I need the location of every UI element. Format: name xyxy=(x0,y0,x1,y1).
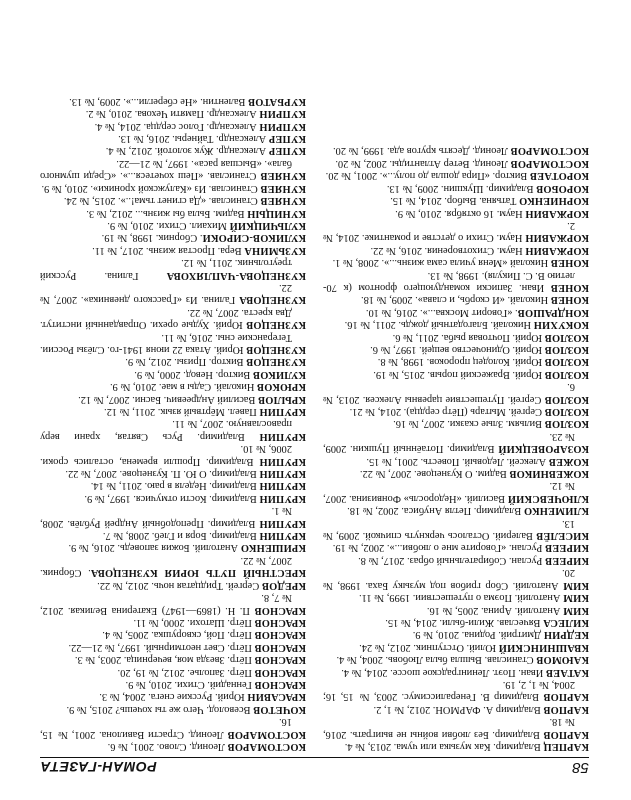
entry-text: Владимир. Неделя в раю. 2011, № 14. xyxy=(90,480,260,492)
entry-text: Вадим. Была бы жизнь... 2012, № 3. xyxy=(86,207,248,219)
entry-text: Анатолий. Сбор грибов под музыку Баха. 1998, № 20. xyxy=(323,567,575,591)
bibliography-entry xyxy=(40,157,306,182)
bibliography-entry xyxy=(323,157,589,169)
entry-text: Владимир. Шукшин. 2009, № 13. xyxy=(386,182,537,194)
bibliography-entry xyxy=(323,169,589,181)
entry-text: Виктор. «Пира дошла до полу...». 2001, № 20. xyxy=(325,170,530,182)
entry-text: Анатолий. Арина. 2005, № 16. xyxy=(426,604,563,616)
entry-text: Леонид. Десять кругов ада. 1999, № 20. xyxy=(332,145,511,157)
bibliography-entry xyxy=(40,479,306,491)
bibliography-entry xyxy=(323,566,589,591)
entry-author: КОЗЛОВ xyxy=(544,393,589,405)
entry-author: КИСЕЛЁВ xyxy=(536,530,589,542)
entry-author: КАРПОВ xyxy=(543,703,589,715)
entry-author: КУРБАТОВ xyxy=(247,95,306,107)
bibliography-entry xyxy=(40,491,306,503)
bibliography-entry xyxy=(323,678,589,703)
entry-text: Юрий. Колодец пророков. 1998, № 8. xyxy=(377,356,545,368)
entry-text: Владимир. Русь Святая, храни веру православную. 2007, № 11. xyxy=(40,418,292,442)
entry-text: Леонид. Страсти Вавилона. 2001, № 15, 16. xyxy=(40,716,292,740)
bibliography-entry xyxy=(323,603,589,615)
entry-author: КОЗЛОВ xyxy=(544,344,589,355)
entry-author: КУПРИН xyxy=(259,108,306,120)
entry-author: КОСТОМАРОВ xyxy=(510,157,589,169)
entry-author: КУЗНЕЦОВ xyxy=(246,356,306,368)
bibliography-entry xyxy=(40,206,306,218)
right-column xyxy=(40,94,306,752)
entry-author: КРЮКОВ xyxy=(256,381,306,393)
entry-text: Анатолий. Поэма о путешествии. 1999, № 11. xyxy=(359,592,563,604)
bibliography-entry xyxy=(323,653,589,665)
bibliography-entry xyxy=(40,94,306,106)
bibliography-entry xyxy=(323,591,589,603)
entry-text: Владимир. Боря и Глеб. 2008, № 7. xyxy=(102,530,260,542)
entry-text: Наум. Стихи о детстве и романтике. 2014, № 2. xyxy=(323,219,575,244)
entry-text: . Сборник. 2007, № 22. xyxy=(39,554,292,579)
bibliography-entry xyxy=(40,219,306,231)
entry-author: КРЕДОВ xyxy=(261,579,306,591)
entry-author: КИМ xyxy=(562,604,589,616)
entry-author: КУЗНЕЦОВА-ЧАПЛЯХОВА xyxy=(166,269,306,281)
entry-text: Владимир. О Ю. П. Кузнецове. 2007, № 22. xyxy=(65,468,260,480)
entry-text: Юрий. Вражеский порыв. 2015, № 19. xyxy=(373,368,545,380)
bibliography-entry xyxy=(40,405,306,417)
bibliography-entry xyxy=(40,256,306,281)
entry-author: КРАСНОВ xyxy=(254,678,306,690)
entry-author: КВАШНИНСКИЙ xyxy=(498,641,589,653)
entry-text: Вячеслав. Жили-были. 2014, № 15. xyxy=(385,616,544,628)
entry-author: КАЮМОВ xyxy=(536,654,589,666)
entry-text: Александр. Жук золотой. 2012, № 4. xyxy=(105,145,269,157)
entry-text: . «Говорит Москва...». 2016, № 10. xyxy=(365,306,518,318)
bibliography-entry xyxy=(40,740,306,752)
bibliography-entry xyxy=(40,442,306,467)
bibliography-entry xyxy=(323,318,589,330)
entry-author: КРАСНОВ xyxy=(254,666,306,678)
bibliography-entry xyxy=(40,194,306,206)
entry-text: Владимир. Кости отмучися. 1997, № 9. xyxy=(84,492,260,504)
bibliography-entry xyxy=(323,665,589,677)
entry-text: Иван. Поэт. Ленинградское шоссе. 2014, № 4. xyxy=(341,666,546,678)
entry-author: КАТАЕВ xyxy=(545,666,589,678)
bibliography-entry xyxy=(40,529,306,541)
entry-text: Анатолий. Божия заповедь. 2016, № 9. xyxy=(68,542,241,554)
bibliography-entry xyxy=(40,467,306,479)
entry-text: Владимир. Прошли времена, остались сроки. 2006, № 10. xyxy=(40,443,292,467)
entry-author: КОНЕВ xyxy=(550,281,589,293)
entry-text: Иван. Записки командующего фронтом (к 70-летию В. С. Пикуля). 1998, № 13. xyxy=(323,269,575,293)
entry-text: Руслан. Собирательный образ. 2017, № 8. xyxy=(358,554,546,566)
entry-text: Юрий. Русские снега. 2004, № 3. xyxy=(99,691,248,703)
bibliography-entry xyxy=(323,243,589,255)
entry-author: КРАСАВИН xyxy=(247,691,306,703)
bibliography-entry xyxy=(323,305,589,317)
entry-author: КОЗЛОВ xyxy=(544,356,589,368)
bibliography-entry xyxy=(323,330,589,342)
entry-text: Сергей. Путешествие царевны Алексея. 2013, № 6. xyxy=(323,381,575,405)
entry-author: КОСТОМАРОВ xyxy=(227,741,306,752)
bibliography-entry xyxy=(323,181,589,193)
bibliography-entry xyxy=(40,665,306,677)
entry-text: Станислав. «Пеш хочетеся...». «Среди шумного бала». «Высшая раса». 1997, № 21—22. xyxy=(40,157,292,182)
entry-text: . Сборник. 1998, № 19. xyxy=(101,232,203,244)
entry-author: КУЗНЕЦОВ xyxy=(246,344,306,355)
bibliography-entry xyxy=(40,504,306,529)
entry-text: Владимир. Как музыка или чума. 2013, № 4. xyxy=(344,741,544,752)
entry-author: КОЧЕТОВ xyxy=(253,703,306,715)
entry-author: КУЛЬЧИЦКИЙ xyxy=(229,219,306,231)
entry-author: КРАСНОВ xyxy=(254,629,306,641)
bibliography-entry xyxy=(323,355,589,367)
bibliography-entry xyxy=(323,256,589,268)
bibliography-entry xyxy=(323,628,589,640)
bibliography-entry xyxy=(40,417,306,442)
entry-author: КРИШЕНКО xyxy=(240,542,306,554)
bibliography-entry xyxy=(323,144,589,156)
bibliography-entry xyxy=(323,467,589,479)
entry-text: Юрий. Одиночество вещей. 1997, № 6. xyxy=(370,344,545,355)
bibliography-entry xyxy=(323,417,589,429)
bibliography-entry xyxy=(323,367,589,379)
entry-author: КОНЕВ xyxy=(550,257,589,269)
bibliography-entry xyxy=(323,268,589,293)
entry-text: Юрий. Худые орехи. Оправданный институт. Два креста. 2007, № 22. xyxy=(40,306,292,331)
entry-text: Наум. 16 октября. 2010, № 9. xyxy=(395,207,526,219)
bibliography-entry xyxy=(40,702,306,714)
entry-author: КРУПИН xyxy=(259,530,306,542)
bibliography-entry xyxy=(40,715,306,740)
left-column xyxy=(323,144,589,752)
entry-text: Руслан. «Говорите мне о любви...». 2002, № 19. xyxy=(332,542,546,554)
entry-text: Галина. Из «Грасского дневника». 2007, № 22. xyxy=(40,281,292,306)
entry-text: Алексей. Ледовый. Повесть. 2001, № 15. xyxy=(366,455,549,467)
bibliography-entry xyxy=(323,715,589,740)
bibliography-entry xyxy=(323,541,589,553)
bibliography-entry xyxy=(40,231,306,243)
entry-author: КОНДРАШОВ xyxy=(517,306,589,318)
entry-text: П. Н. (1869—1947) Екатерина Великая. 2012, № 7, 8. xyxy=(40,592,292,616)
bibliography-entry xyxy=(40,392,306,404)
entry-author: КРУПИН xyxy=(259,430,306,442)
entry-author: КИЛЕСА xyxy=(543,616,589,628)
page-number: 58 xyxy=(572,759,589,776)
entry-author: КИРЕЕВ xyxy=(545,554,589,566)
entry-text: Василий Андреевич. Басни. 2007, № 12. xyxy=(78,393,258,405)
entry-text: Пётр. Шатохи. 2000, № 11. xyxy=(133,616,255,628)
bibliography-entry xyxy=(40,541,306,553)
bibliography-entry xyxy=(323,702,589,714)
entry-author: КОНЕВ xyxy=(550,294,589,306)
bibliography-entry xyxy=(323,429,589,454)
bibliography-entry xyxy=(40,640,306,652)
entry-text: Татьяна. Выбор. 2014, № 15. xyxy=(390,195,519,207)
entry-author: КРЫЛОВ xyxy=(257,393,306,405)
bibliography-entry xyxy=(323,516,589,541)
entry-author: КОЗЛОВ xyxy=(544,406,589,418)
entry-author: КОЖЕВНИКОВ xyxy=(509,468,589,480)
entry-text: Вера. Простая жизнь. 2017, № 11. xyxy=(92,244,245,256)
bibliography-entry xyxy=(40,628,306,640)
entry-text: Владимир. Преподобный Андрей Рублёв. 2008, № 1. xyxy=(40,505,292,529)
entry-author: КРУПИН xyxy=(259,455,306,467)
entry-text: Сергей. Тридцатая ночь. 2012, № 22. xyxy=(97,579,262,591)
bibliography-entry xyxy=(323,380,589,405)
entry-text: Пётр. Заполье. 2012, № 19, 20. xyxy=(117,666,255,678)
entry-text: Пётр. Свет неотмирный. 1997, № 21—22. xyxy=(68,641,255,653)
entry-text: Галина. Русский треугольник. 2011, № 12. xyxy=(40,257,292,281)
entry-author: КЛИМЕНКО xyxy=(523,505,589,517)
entry-text: Александр. Голос сердца. 2014, № 4. xyxy=(94,120,260,132)
entry-author: КРАСНОВ xyxy=(254,604,306,616)
bibliography-entry xyxy=(323,194,589,206)
entry-text: Леонид. Слово. 2001, № 6. xyxy=(107,741,228,752)
entry-author: КРУПИН xyxy=(259,517,306,529)
entry-author: КРУПИН xyxy=(259,492,306,504)
entry-text: Василий. «Недоросль» Фонвизина. 2007, № 12. xyxy=(323,480,575,504)
entry-author: КРАСНОВ xyxy=(254,654,306,666)
entry-author: КЛЮЧЕВСКИЙ xyxy=(507,492,589,504)
entry-text: Геннадий. Стихи. 2010, № 9. xyxy=(125,678,255,690)
entry-author: КАРПЕЦ xyxy=(543,741,589,752)
bibliography-entry xyxy=(40,653,306,665)
entry-author: КУПРИН xyxy=(259,120,306,132)
bibliography-entry xyxy=(40,281,306,306)
entry-text: Николай. Благодатный дождь. 2011, № 16. xyxy=(344,319,534,331)
entry-author: КРУПИН xyxy=(259,406,306,418)
entry-author: КОКУХИН xyxy=(533,319,589,331)
bibliography-entry xyxy=(40,690,306,702)
entry-text: Владимир А. ФАРМОН. 2012, № 1, 2. xyxy=(373,703,544,715)
entry-author: КРЕСТНЫЙ ПУТЬ ЮРИЯ КУЗНЕЦОВА xyxy=(90,567,306,579)
entry-author: КУЗНЕЦОВ xyxy=(246,319,306,331)
entry-text: Дмитрий. Родина. 2010, № 9. xyxy=(412,629,544,641)
bibliography-entry xyxy=(40,678,306,690)
entry-text: Виктор. Призы. 2012, № 9. xyxy=(125,356,247,368)
entry-author: КОСТОМАРОВ xyxy=(227,728,306,740)
bibliography-entry xyxy=(323,740,589,752)
entry-text: Николай. «И скорбь, и слава». 2009, № 18. xyxy=(361,294,551,306)
entry-author: КЕДРИН xyxy=(543,629,589,641)
entry-author: КРАСНОВ xyxy=(254,641,306,653)
bibliography-entry xyxy=(40,554,306,579)
entry-author: КУПЕР xyxy=(268,133,306,145)
entry-text: Виктор. Невод. 2000, № 9. xyxy=(134,368,253,380)
bibliography-entry xyxy=(40,330,306,355)
entry-author: КУНЯЕВ xyxy=(260,195,306,207)
entry-text: Сергей. Мытарь (Пётр сердца). 2014, № 21. xyxy=(349,406,545,418)
bibliography-entry xyxy=(40,591,306,616)
entry-author: КУЗЬМИНА xyxy=(244,244,306,256)
bibliography-entry xyxy=(323,554,589,566)
entry-author: КАРПОВ xyxy=(543,691,589,703)
entry-text: Николай. Сады в мае. 2010, № 9. xyxy=(110,381,257,393)
entry-text: Павел. Мёртвый язык. 2011, № 12. xyxy=(104,406,260,418)
entry-author: КИМ xyxy=(562,579,589,591)
entry-author: КОСТОМАРОВ xyxy=(510,145,589,157)
entry-author: КОРЖАВИН xyxy=(525,232,589,244)
entry-text: Владимир. Потаённый Пушкин. 2009, № 23. xyxy=(323,430,575,455)
entry-author: КУНИЦЫН xyxy=(247,207,306,219)
entry-text: Станислав. Из «Калужской хроники». 2010, № 9. xyxy=(41,182,261,194)
entry-author: КОЗЛОВ xyxy=(544,418,589,430)
bibliography-entry xyxy=(40,367,306,379)
bibliography-entry xyxy=(323,293,589,305)
bibliography-entry xyxy=(323,343,589,355)
entry-author: КРУПИН xyxy=(259,480,306,492)
bibliography-entry xyxy=(40,305,306,330)
entry-text: Владимир. Петля Анубиса. 2002, № 18. xyxy=(347,505,524,517)
entry-text: Михаил. Стихи. 2010, № 9. xyxy=(107,219,230,231)
entry-author: КОЗЛОВ xyxy=(544,331,589,343)
bibliography-entry xyxy=(323,405,589,417)
entry-author: КОРЖАВИН xyxy=(525,244,589,256)
entry-author: КУЛИКОВ xyxy=(252,368,306,380)
entry-text: Наум. Стихотворения. 2016, № 22. xyxy=(370,244,526,256)
entry-author: КРАСНОВ xyxy=(254,616,306,628)
entry-text: Владимир. Без любви войны не выиграть. 2016, № 18. xyxy=(323,716,575,740)
entry-text: Пётр. Пой, скворушка. 2005, № 4. xyxy=(102,629,255,641)
bibliography-entry xyxy=(323,504,589,516)
entry-author: КИРЕЕВ xyxy=(545,542,589,554)
entry-text: Вильям. Злые сказки. 2007, № 16. xyxy=(393,418,545,430)
bibliography-entry xyxy=(40,243,306,255)
entry-text: Юрий. Почтовая рыба. 2011, № 6. xyxy=(392,331,545,343)
entry-text: Александр. Тайнеры. 2016, № 13. xyxy=(118,133,269,145)
entry-text: Александр. Памяти Чехова. 2010, № 2. xyxy=(85,108,260,120)
entry-text: Всеволод. Чего же ты хочешь? 2015, № 9. xyxy=(66,703,254,715)
entry-author: КОРОТАЕВ xyxy=(529,170,589,182)
bibliography-entry xyxy=(40,380,306,392)
entry-author: КУНЯЕВ xyxy=(260,170,306,182)
entry-text: Пётр. Звезда моя, вечерница. 2003, № 3. xyxy=(74,654,255,666)
bibliography-entry xyxy=(40,119,306,131)
entry-text: Станислав. «Да сгинет тьма!..». 2015, № 24. xyxy=(63,195,261,207)
entry-author: КУЗНЕЦОВА xyxy=(239,294,306,306)
entry-text: Леонид. Ветер Атлантиды. 2002, № 20. xyxy=(335,157,511,169)
bibliography-entry xyxy=(323,616,589,628)
bibliography-entry xyxy=(323,479,589,504)
entry-text: Станислав. Вышла была Любовь. 2004, № 4. xyxy=(336,654,537,666)
page-header xyxy=(40,757,589,776)
bibliography-entry xyxy=(40,616,306,628)
bibliography-entry xyxy=(40,144,306,156)
entry-text: Николай «Меня учила сама жизнь...». 2008, № 1. xyxy=(332,257,551,269)
entry-author: КУНЯЕВ xyxy=(260,182,306,194)
bibliography-entry xyxy=(323,640,589,652)
bibliography-entry xyxy=(323,206,589,218)
entry-text: Владимир В. Генералиссимус. 2003, № 15, 16; 2004, № 1, 2, 19. xyxy=(323,678,575,703)
entry-author: КОЗЛОВ xyxy=(544,368,589,380)
entry-author: КОРОБОВ xyxy=(536,182,589,194)
bibliography-entry xyxy=(40,355,306,367)
bibliography-entry xyxy=(323,454,589,466)
running-title: РОМАН-ГАЗЕТА xyxy=(40,759,157,775)
entry-text: Юрий. Атака 22 июня 1941-го. Слёзы России. Тегеранские сны. 2016, № 11. xyxy=(40,331,292,355)
entry-text: Вадим. О Кузнецове. 2007, № 22. xyxy=(359,468,510,480)
entry-author: КОЖЕВ xyxy=(548,455,589,467)
bibliography-entry xyxy=(40,132,306,144)
entry-author: КУПЕР xyxy=(268,145,306,157)
entry-text: Валерий. Осталось черкнуть спичкой. 2009, № 13. xyxy=(323,517,575,542)
entry-author: КОРЖАВИН xyxy=(525,207,589,219)
bibliography-entry xyxy=(40,181,306,193)
bibliography-entry xyxy=(323,219,589,244)
entry-author: КРУПИН xyxy=(259,468,306,480)
bibliography-entry xyxy=(40,578,306,590)
entry-author: КАРПОВ xyxy=(543,728,589,740)
entry-author: КОРНИЕНКО xyxy=(518,195,589,207)
entry-author: КОЗАРОВЕЦКИЙ xyxy=(498,443,589,455)
entry-text: Юлий. Отступник. 2012, № 24. xyxy=(359,641,499,653)
entry-author: КУЛИКОВ-СИРОКИ xyxy=(202,232,306,244)
entry-author: КИМ xyxy=(562,592,589,604)
entry-text: Валентин. «Не сберегли...». 2009, № 13. xyxy=(69,95,248,107)
bibliography-entry xyxy=(40,107,306,119)
